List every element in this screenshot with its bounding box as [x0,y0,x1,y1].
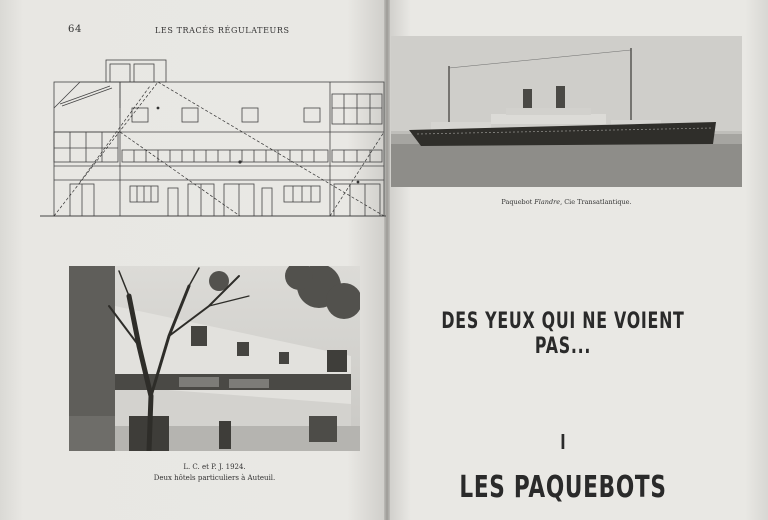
chapter-number: I [560,430,566,454]
ocean-liner-caption-suffix: , Cie Transatlantique. [560,198,632,206]
villa-photo-image [69,266,360,451]
running-title: LES TRACÉS RÉGULATEURS [155,26,290,35]
villa-caption [69,462,360,484]
regulating-lines-elevation-drawing [40,56,386,220]
ocean-liner-caption-ship-name: Flandre [534,198,561,206]
ocean-liner-photo-image [391,36,742,187]
villa-photograph [69,266,360,451]
chapter-title: LES PAQUEBOTS [459,470,667,505]
ocean-liner-caption-prefix: Paquebot [501,198,535,206]
villa-caption-line2: Deux hôtels particuliers à Auteuil. [153,474,276,482]
villa-caption-line1: L. C. et P. J. 1924. [183,463,246,471]
ocean-liner-caption [391,197,742,208]
page-number: 64 [68,24,82,35]
main-heading: DES YEUX QUI NE VOIENT PAS... [441,309,685,359]
ocean-liner-photograph [391,36,742,187]
